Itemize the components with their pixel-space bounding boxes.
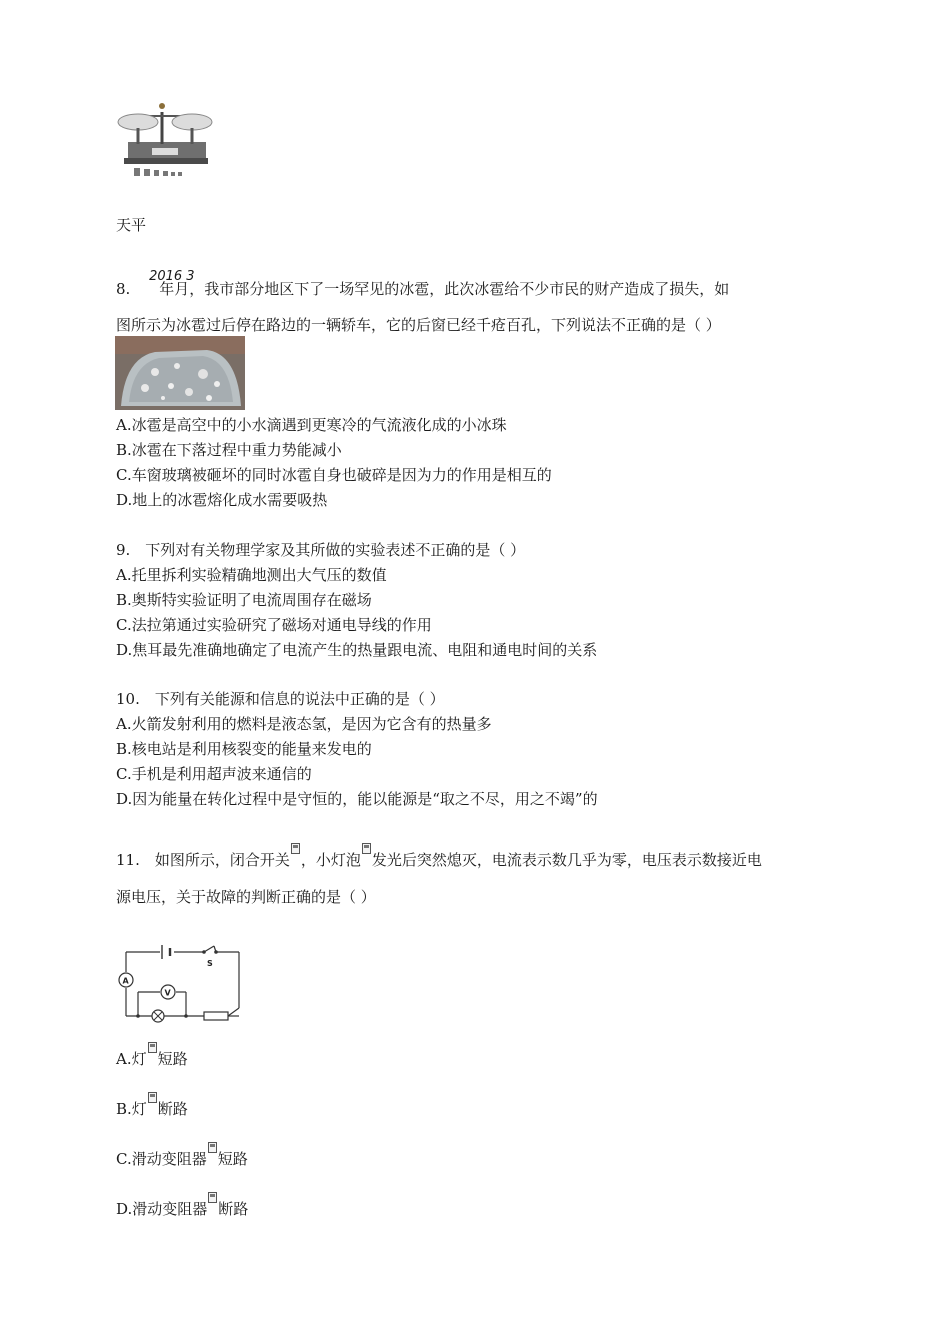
q8-option-c: C.车窗玻璃被砸坏的同时冰雹自身也破碎是因为力的作用是相互的	[116, 466, 552, 484]
q11-option-c-text: C.滑动变阻器	[116, 1150, 207, 1168]
q11-option-b-text: B.灯	[116, 1100, 147, 1118]
balance-scale-image	[116, 100, 214, 178]
q11-option-d-suffix: 断路	[218, 1200, 249, 1218]
formula-image-icon	[291, 843, 300, 854]
q11-text-1: 11. 如图所示，闭合开关	[116, 851, 290, 869]
q11-option-b-suffix: 断路	[157, 1100, 188, 1118]
formula-image-icon	[148, 1092, 157, 1103]
balance-caption: 天平	[116, 216, 147, 234]
formula-image-icon	[148, 1042, 157, 1053]
rheostat-icon	[204, 1012, 228, 1020]
switch-label: S	[207, 959, 213, 968]
q8-number: 8.	[116, 280, 131, 298]
q10-option-b: B.核电站是利用核裂变的能量来发电的	[116, 740, 372, 758]
q9-option-b: B.奥斯特实验证明了电流周围存在磁场	[116, 591, 372, 609]
q8-year-char: 年	[159, 280, 175, 298]
q11-line2: 源电压，关于故障的判断正确的是（ ）	[116, 888, 376, 906]
formula-image-icon	[362, 843, 371, 854]
q11-option-d-text: D.滑动变阻器	[116, 1200, 208, 1218]
q10-stem: 10. 下列有关能源和信息的说法中正确的是（ ）	[116, 690, 445, 708]
q9-option-d: D.焦耳最先准确地确定了电流产生的热量跟电流、电阻和通电时间的关系	[116, 641, 598, 659]
q11-option-c	[116, 1148, 248, 1169]
q11-option-a	[116, 1048, 188, 1069]
q8-line2: 图所示为冰雹过后停在路边的一辆轿车，它的后窗已经千疮百孔，下列说法不正确的是（ ）	[116, 316, 721, 334]
q8-line1-text: 月，我市部分地区下了一场罕见的冰雹，此次冰雹给不少市民的财产造成了损失，如	[174, 280, 730, 298]
q8-line1	[116, 269, 730, 299]
circuit-diagram	[112, 940, 246, 1024]
q11-option-c-suffix: 短路	[217, 1150, 248, 1168]
q10-option-d: D.因为能量在转化过程中是守恒的，能以能源是“取之不尽，用之不竭”的	[116, 790, 598, 808]
q11-text-2: ，小灯泡	[300, 851, 361, 869]
q8-option-b: B.冰雹在下落过程中重力势能减小	[116, 441, 342, 459]
voltmeter-label: V	[164, 988, 171, 998]
q9-option-a: A.托里拆利实验精确地测出大气压的数值	[116, 566, 387, 584]
q9-stem: 9. 下列对有关物理学家及其所做的实验表述不正确的是（ ）	[116, 541, 526, 559]
q9-option-c: C.法拉第通过实验研究了磁场对通电导线的作用	[116, 616, 432, 634]
q10-option-c: C.手机是利用超声波来通信的	[116, 765, 312, 783]
q11-option-b	[116, 1098, 188, 1119]
q11-line1	[116, 849, 762, 870]
q8-year: 2016	[149, 269, 183, 284]
q8-month-num: 3	[186, 269, 195, 284]
q11-option-a-suffix: 短路	[157, 1050, 188, 1068]
q8-option-a: A.冰雹是高空中的小水滴遇到更寒冷的气流液化成的小冰珠	[116, 416, 507, 434]
q10-option-a: A.火箭发射利用的燃料是液态氢，是因为它含有的热量多	[116, 715, 492, 733]
q8-option-d: D.地上的冰雹熔化成水需要吸热	[116, 491, 328, 509]
q11-option-a-text: A.灯	[116, 1050, 147, 1068]
hail-car-window-photo	[115, 336, 245, 410]
formula-image-icon	[208, 1142, 217, 1153]
q11-option-d	[116, 1198, 248, 1219]
formula-image-icon	[208, 1192, 217, 1203]
ammeter-label: A	[122, 976, 129, 986]
q11-text-3: 发光后突然熄灭，电流表示数几乎为零，电压表示数接近电	[371, 851, 762, 869]
